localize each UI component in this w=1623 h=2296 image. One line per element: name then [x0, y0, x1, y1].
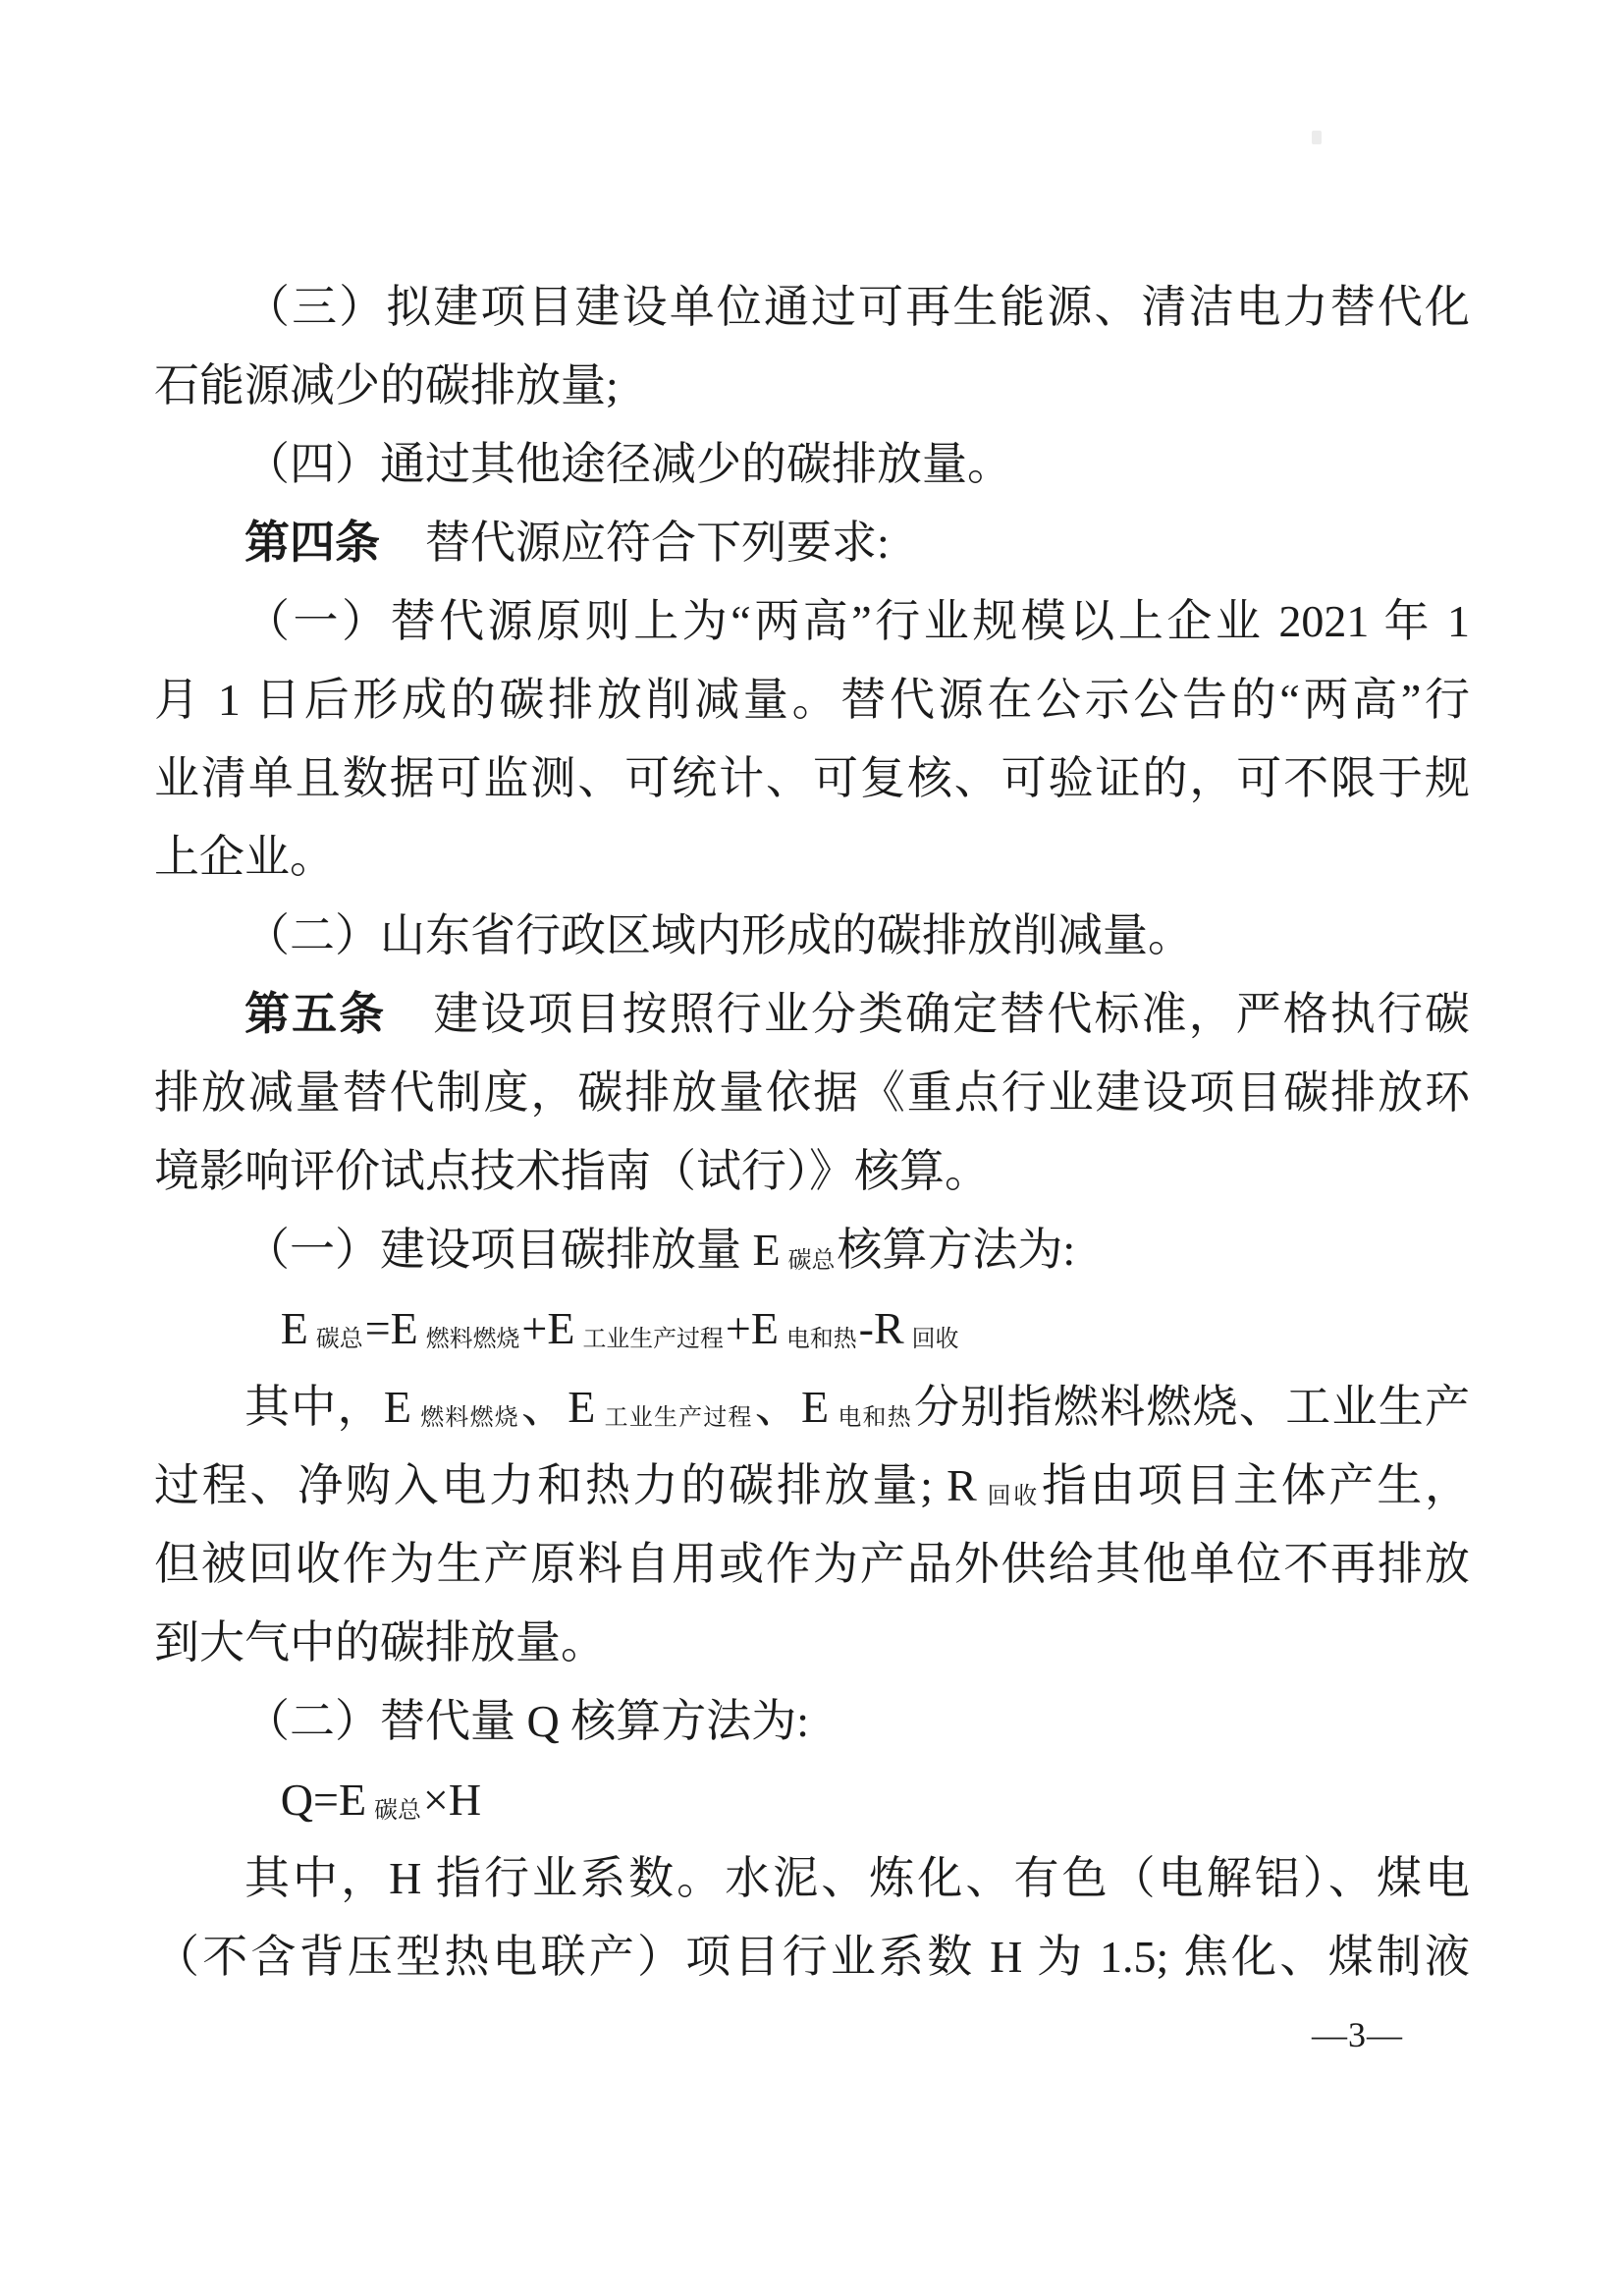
- text-line-6: [154, 661, 1470, 739]
- text-segment: 但被回收作为生产原料自用或作为产品外供给其他单位不再排放: [154, 1539, 1470, 1589]
- text-segment: （二）山东省行政区域内形成的碳排放削减量。: [244, 910, 1193, 960]
- text-segment: 分别指燃料燃烧、工业生产: [913, 1382, 1471, 1432]
- text-segment: E: [568, 1382, 596, 1432]
- text-line-19: [154, 1682, 1470, 1761]
- bold-text-segment: 第四条: [244, 518, 380, 568]
- text-segment: 境影响评价试点技术指南（试行）》核算。: [154, 1146, 990, 1196]
- text-line-17: [154, 1525, 1470, 1604]
- text-segment: =E: [364, 1303, 418, 1353]
- scan-artifact: [1312, 131, 1322, 144]
- subscript-text: 碳总: [787, 1247, 836, 1274]
- document-body: [154, 268, 1470, 1996]
- text-segment: +E: [725, 1303, 779, 1353]
- text-segment: 到大气中的碳排放量。: [154, 1617, 606, 1667]
- text-segment: （二）替代量 Q 核算方法为:: [244, 1696, 809, 1746]
- text-segment: E: [752, 1225, 781, 1275]
- subscript-text: 回收: [911, 1326, 959, 1352]
- text-segment: 指由项目主体产生，: [1041, 1460, 1471, 1510]
- bold-text-segment: 第五条: [244, 989, 387, 1039]
- subscript-text: 电和热: [837, 1404, 912, 1431]
- text-line-13: [154, 1211, 1470, 1289]
- text-line-21: [154, 1839, 1470, 1918]
- text-segment: 其中，: [244, 1382, 384, 1432]
- text-line-20: [154, 1761, 1470, 1839]
- page-number: —3—: [1312, 2015, 1403, 2054]
- text-segment: +E: [521, 1303, 575, 1353]
- text-segment: （一）替代源原则上为“两高”行业规模以上企业 2021 年 1: [244, 596, 1470, 646]
- text-line-7: [154, 739, 1470, 818]
- text-segment: 替代源应符合下列要求:: [380, 518, 890, 568]
- text-segment: 月 1 日后形成的碳排放削减量。替代源在公示公告的“两高”行: [154, 675, 1470, 725]
- text-line-3: [154, 425, 1470, 504]
- text-line-16: [154, 1447, 1470, 1525]
- text-line-18: [154, 1604, 1470, 1682]
- text-segment: -R: [858, 1303, 904, 1353]
- text-line-15: [154, 1368, 1470, 1447]
- text-segment: E: [801, 1382, 830, 1432]
- text-segment: 建设项目按照行业分类确定替代标准，严格执行碳: [386, 989, 1471, 1039]
- text-segment: E: [383, 1382, 411, 1432]
- text-segment: （不含背压型热电联产）项目行业系数 H 为 1.5; 焦化、煤制液: [154, 1932, 1470, 1982]
- text-segment: 其中，H 指行业系数。水泥、炼化、有色（电解铝）、煤电: [244, 1853, 1470, 1903]
- text-segment: 、: [754, 1382, 802, 1432]
- text-line-9: [154, 897, 1470, 975]
- subscript-text: 回收: [984, 1483, 1040, 1509]
- subscript-text: 燃料燃烧: [425, 1326, 520, 1352]
- text-segment: Q=E: [280, 1775, 367, 1825]
- subscript-text: 燃料燃烧: [418, 1404, 519, 1431]
- text-line-12: [154, 1132, 1470, 1211]
- text-segment: 、: [520, 1382, 568, 1432]
- text-line-22: [154, 1918, 1470, 1996]
- text-line-10: [154, 975, 1470, 1054]
- text-segment: E: [280, 1303, 308, 1353]
- subscript-text: 碳总: [374, 1797, 421, 1824]
- text-line-1: [154, 268, 1470, 347]
- subscript-text: 工业生产过程: [603, 1404, 753, 1431]
- text-line-14: [154, 1289, 1470, 1368]
- text-line-4: [154, 504, 1470, 582]
- text-segment: 石能源减少的碳排放量;: [154, 360, 619, 410]
- text-segment: （四）通过其他途径减少的碳排放量。: [244, 439, 1012, 489]
- text-segment: （三）拟建项目建设单位通过可再生能源、清洁电力替代化: [244, 282, 1470, 332]
- text-line-8: [154, 818, 1470, 897]
- text-segment: ×H: [422, 1775, 482, 1825]
- text-segment: 业清单且数据可监测、可统计、可复核、可验证的，可不限于规: [154, 753, 1470, 803]
- subscript-text: 碳总: [315, 1326, 363, 1352]
- text-line-2: [154, 347, 1470, 425]
- text-line-11: [154, 1054, 1470, 1132]
- text-line-5: [154, 582, 1470, 661]
- text-segment: R: [947, 1460, 977, 1510]
- text-segment: 核算方法为:: [837, 1225, 1076, 1275]
- subscript-text: 电和热: [785, 1326, 857, 1352]
- text-segment: 上企业。: [154, 832, 335, 882]
- text-segment: 排放减量替代制度，碳排放量依据《重点行业建设项目碳排放环: [154, 1067, 1470, 1118]
- text-segment: （一）建设项目碳排放量: [244, 1225, 753, 1275]
- text-segment: 过程、净购入电力和热力的碳排放量;: [154, 1460, 947, 1510]
- subscript-text: 工业生产过程: [582, 1326, 724, 1352]
